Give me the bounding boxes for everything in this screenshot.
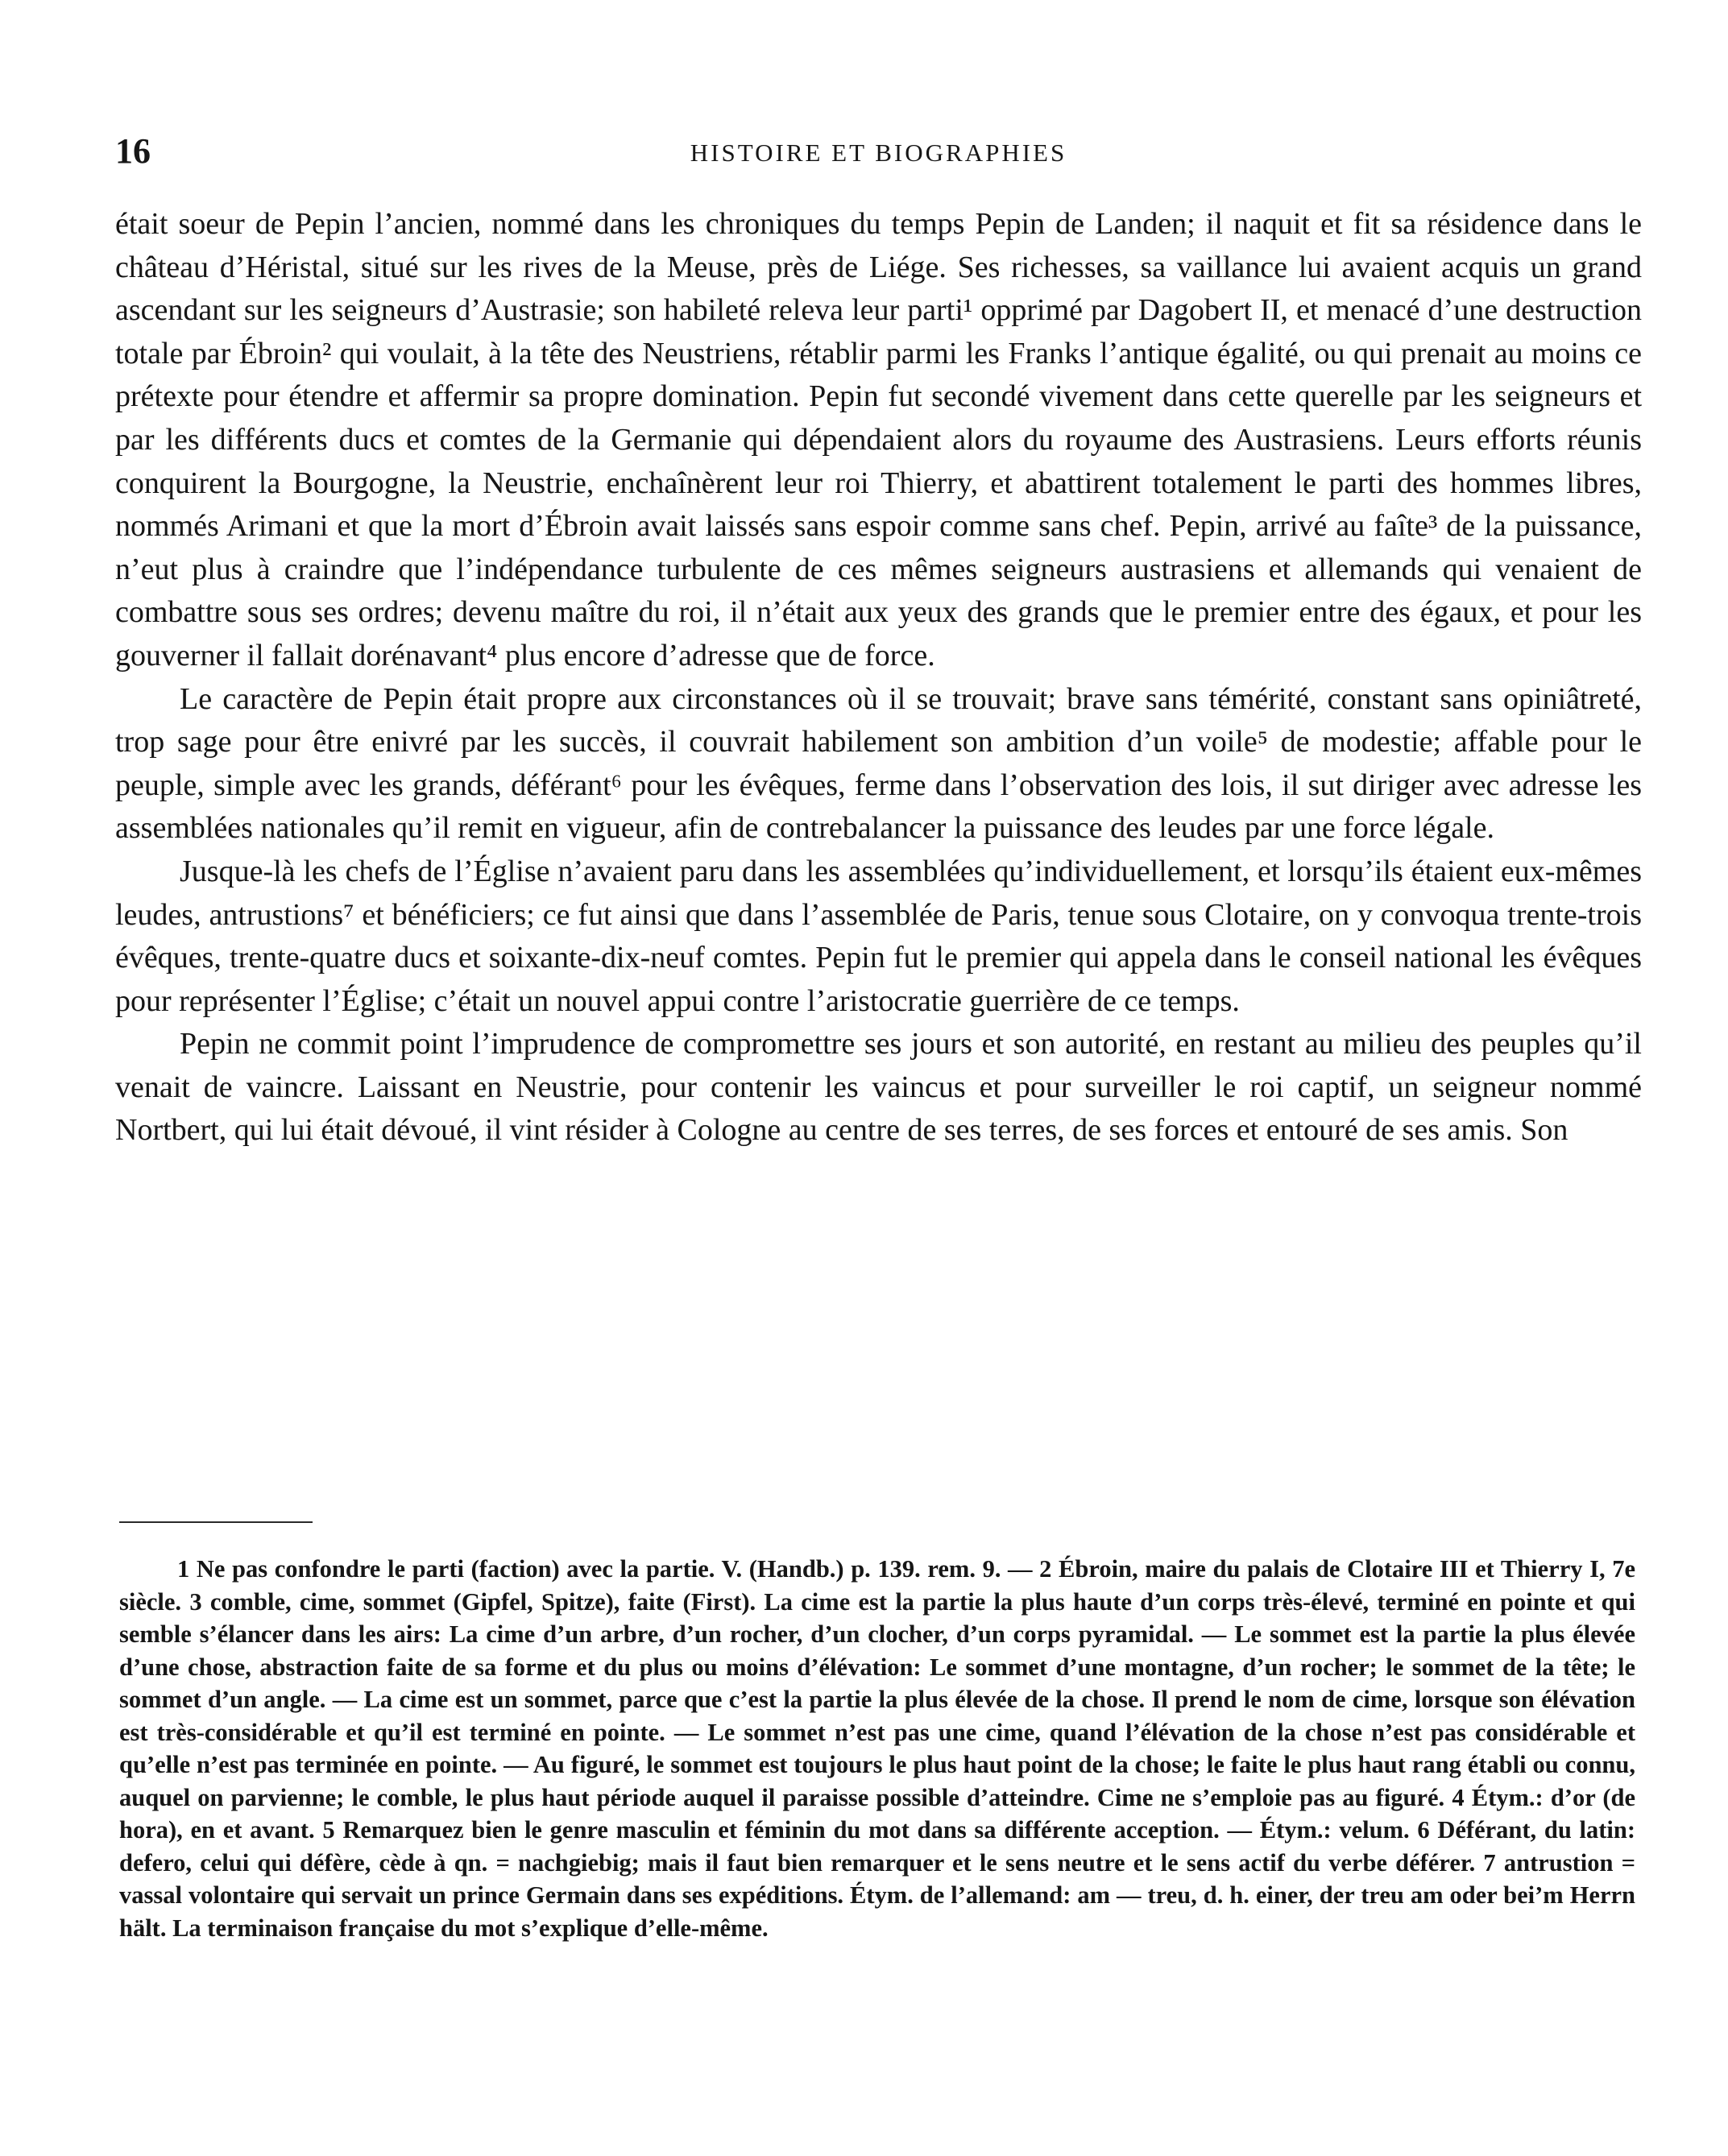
paragraph: Jusque-là les chefs de l’Église n’avaient paru dans les assemblées qu’individuellement, et lorsqu’ils étaient eux-mêmes leudes, antrustions⁷ et bénéficiers; ce fut ainsi que dans l’assemblée de Paris, tenue sous Clotaire, on y convoqua trente-trois évêques, trente-quatre ducs et soixante-dix-neuf comtes. Pepin fut le premier qui appela dans le conseil national les évêques pour représenter l’Église; c’était un nouvel appui contre l’aristocratie guerrière de ce temps. bbox=[115, 854, 1642, 1018]
page-number: 16 bbox=[115, 131, 151, 171]
running-title: HISTOIRE ET BIOGRAPHIES bbox=[690, 139, 1067, 167]
paragraph: Pepin ne commit point l’imprudence de compromettre ses jours et son autorité, en restant au milieu des peuples qu’il venait de vaincre. Laissant en Neustrie, pour contenir les vaincus et pour surveiller le roi captif, un seigneur nommé Nortbert, qui lui était dévoué, il vint résider à Cologne au centre de ses terres, de ses forces et entouré de ses amis. Son bbox=[115, 1027, 1642, 1148]
footnote-separator bbox=[119, 1521, 313, 1523]
footnote-text: 1 Ne pas confondre le parti (faction) avec la partie. V. (Handb.) p. 139. rem. 9. — 2 Ébroin, maire du palais de Clotaire III et Thierry I, 7e siècle. 3 comble, cime, sommet (Gipfel, Spitze), faite (First). La cime est la partie la plus haute d’un corps très-élevé, terminé en pointe et qui semble s’élancer dans les airs: La cime d’un arbre, d’un rocher, d’un clocher, d’un corps pyramidal. — Le sommet est la partie la plus élevée d’une chose, abstraction faite de sa forme et du plus ou moins d’élévation: Le sommet d’une montagne, d’un rocher; le sommet de la tête; le sommet d’un angle. — La cime est un sommet, parce que c’est la partie la plus élevée de la chose. Il prend le nom de cime, lorsque son élévation est très-considérable et qu’il est terminé en pointe. — Le sommet n’est pas une cime, quand l’élévation de la chose n’est pas considérable et qu’elle n’est pas terminée en pointe. — Au figuré, le sommet est toujours le plus haut point de la chose; le faite le plus haut rang établi ou connu, auquel on parvienne; le comble, le plus haut période auquel il paraisse possible d’atteindre. Cime ne s’emploie pas au figuré. 4 Étym.: d’or (de hora), en et avant. 5 Remarquez bien le genre masculin et féminin du mot dans sa différente acception. — Étym.: velum. 6 Déférant, du latin: defero, celui qui défère, cède à qn. = nachgiebig; mais il faut bien remarquer et le sens neutre et le sens actif du verbe déférer. 7 antrustion = vassal volontaire qui servait un prince Germain dans ses expéditions. Étym. de l’allemand: am — treu, d. h. einer, der treu am oder bei’m Herrn hält. La terminaison française du mot s’explique d’elle-même. bbox=[119, 1555, 1635, 1942]
paragraph: était soeur de Pepin l’ancien, nommé dans les chroniques du temps Pepin de Landen; il naquit et fit sa résidence dans le château d’Héristal, situé sur les rives de la Meuse, près de Liége. Ses richesses, sa vaillance lui avaient acquis un grand ascendant sur les seigneurs d’Austrasie; son habileté releva leur parti¹ opprimé par Dagobert II, et menacé d’une destruction totale par Ébroin² qui voulait, à la tête des Neustriens, rétablir parmi les Franks l’antique égalité, ou qui prenait au moins ce prétexte pour étendre et affermir sa propre domination. Pepin fut secondé vivement dans cette querelle par les seigneurs et par les différents ducs et comtes de la Germanie qui dépendaient alors du royaume des Austrasiens. Leurs efforts réunis conquirent la Bourgogne, la Neustrie, enchaînèrent leur roi Thierry, et abattirent totalement le parti des hommes libres, nommés Arimani et que la mort d’Ébroin avait laissés sans espoir comme sans chef. Pepin, arrivé au faîte³ de la puissance, n’eut plus à craindre que l’indépendance turbulente de ces mêmes seigneurs austrasiens et allemands qui venaient de combattre sous ses ordres; devenu maître du roi, il n’était aux yeux des grands que le premier entre des égaux, et pour les gouverner il fallait dorénavant⁴ plus encore d’adresse que de force. bbox=[115, 207, 1642, 672]
main-text bbox=[115, 203, 1642, 1152]
page-header bbox=[115, 127, 1642, 176]
paragraph: Le caractère de Pepin était propre aux circonstances où il se trouvait; brave sans témérité, constant sans opiniâtreté, trop sage pour être enivré par les succès, il couvrait habilement son ambition d’un voile⁵ de modestie; affable pour le peuple, simple avec les grands, déférant⁶ pour les évêques, ferme dans l’observation des lois, il sut diriger avec adresse les assemblées nationales qu’il remit en vigueur, afin de contrebalancer la puissance des leudes par une force légale. bbox=[115, 681, 1642, 846]
footnotes bbox=[119, 1553, 1635, 1944]
